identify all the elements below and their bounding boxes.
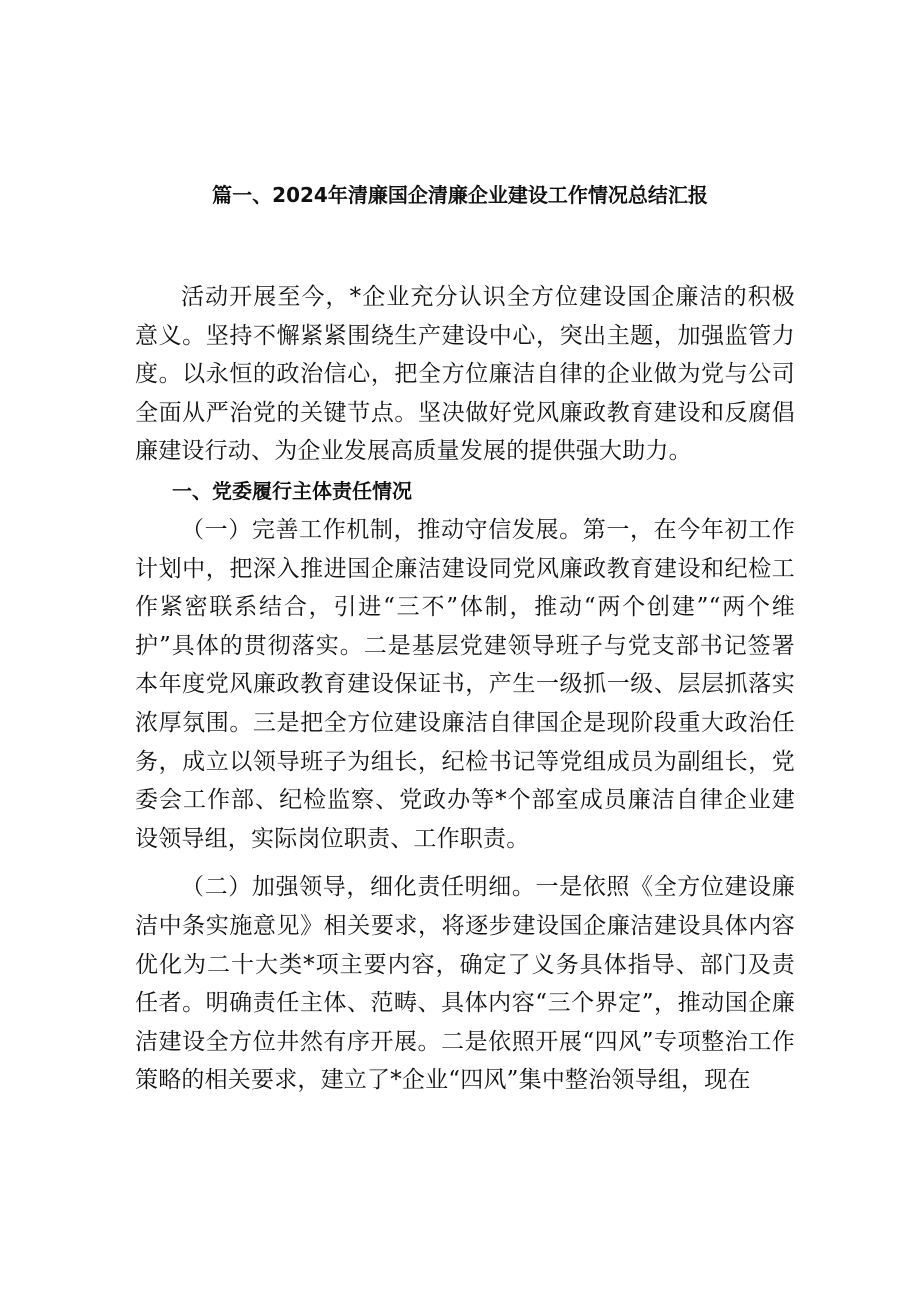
intro-paragraph: 活动开展至今，*企业充分认识全方位建设国企廉洁的积极意义。坚持不懈紧紧围绕生产建设中心，突出主题，加强监管力度。以永恒的政治信心，把全方位廉洁自律的企业做为党与公司全面从严治党的关键节点。坚决做好党风廉政教育建设和反腐倡廉建设行动、为企业发展高质量发展的提供强大助力。 xyxy=(135,284,795,465)
section-heading-1: 一、党委履行主体责任情况 xyxy=(172,478,412,503)
subsection-paragraph-2: （二）加强领导，细化责任明细。一是依照《全方位建设廉洁中条实施意见》相关要求，将逐步建设国企廉洁建设具体内容优化为二十大类*项主要内容，确定了义务具体指导、部门及责任者。明确责任主体、范畴、具体内容“三个界定”，推动国企廉洁建设全方位井然有序开展。二是依照开展“四风”专项整治工作策略的相关要求，建立了*企业“四风”集中整治领导组，现在 xyxy=(135,874,795,1094)
document-title: 篇一、2024年清廉国企清廉企业建设工作情况总结汇报 xyxy=(212,183,708,207)
document-body xyxy=(135,278,795,1100)
subsection-paragraph-1: （一）完善工作机制，推动守信发展。第一，在今年初工作计划中，把深入推进国企廉洁建设同党风廉政教育建设和纪检工作紧密联系结合，引进“三不”体制，推动“两个创建”“两个维护”具体的贯彻落实。二是基层党建领导班子与党支部书记签署本年度党风廉政教育建设保证书，产生一级抓一级、层层抓落实浓厚氛围。三是把全方位建设廉洁自律国企是现阶段重大政治任务，成立以领导班子为组长，纪检书记等党组成员为副组长，党委会工作部、纪检监察、党政办等*个部室成员廉洁自律企业建设领导组，实际岗位职责、工作职责。 xyxy=(135,516,795,852)
